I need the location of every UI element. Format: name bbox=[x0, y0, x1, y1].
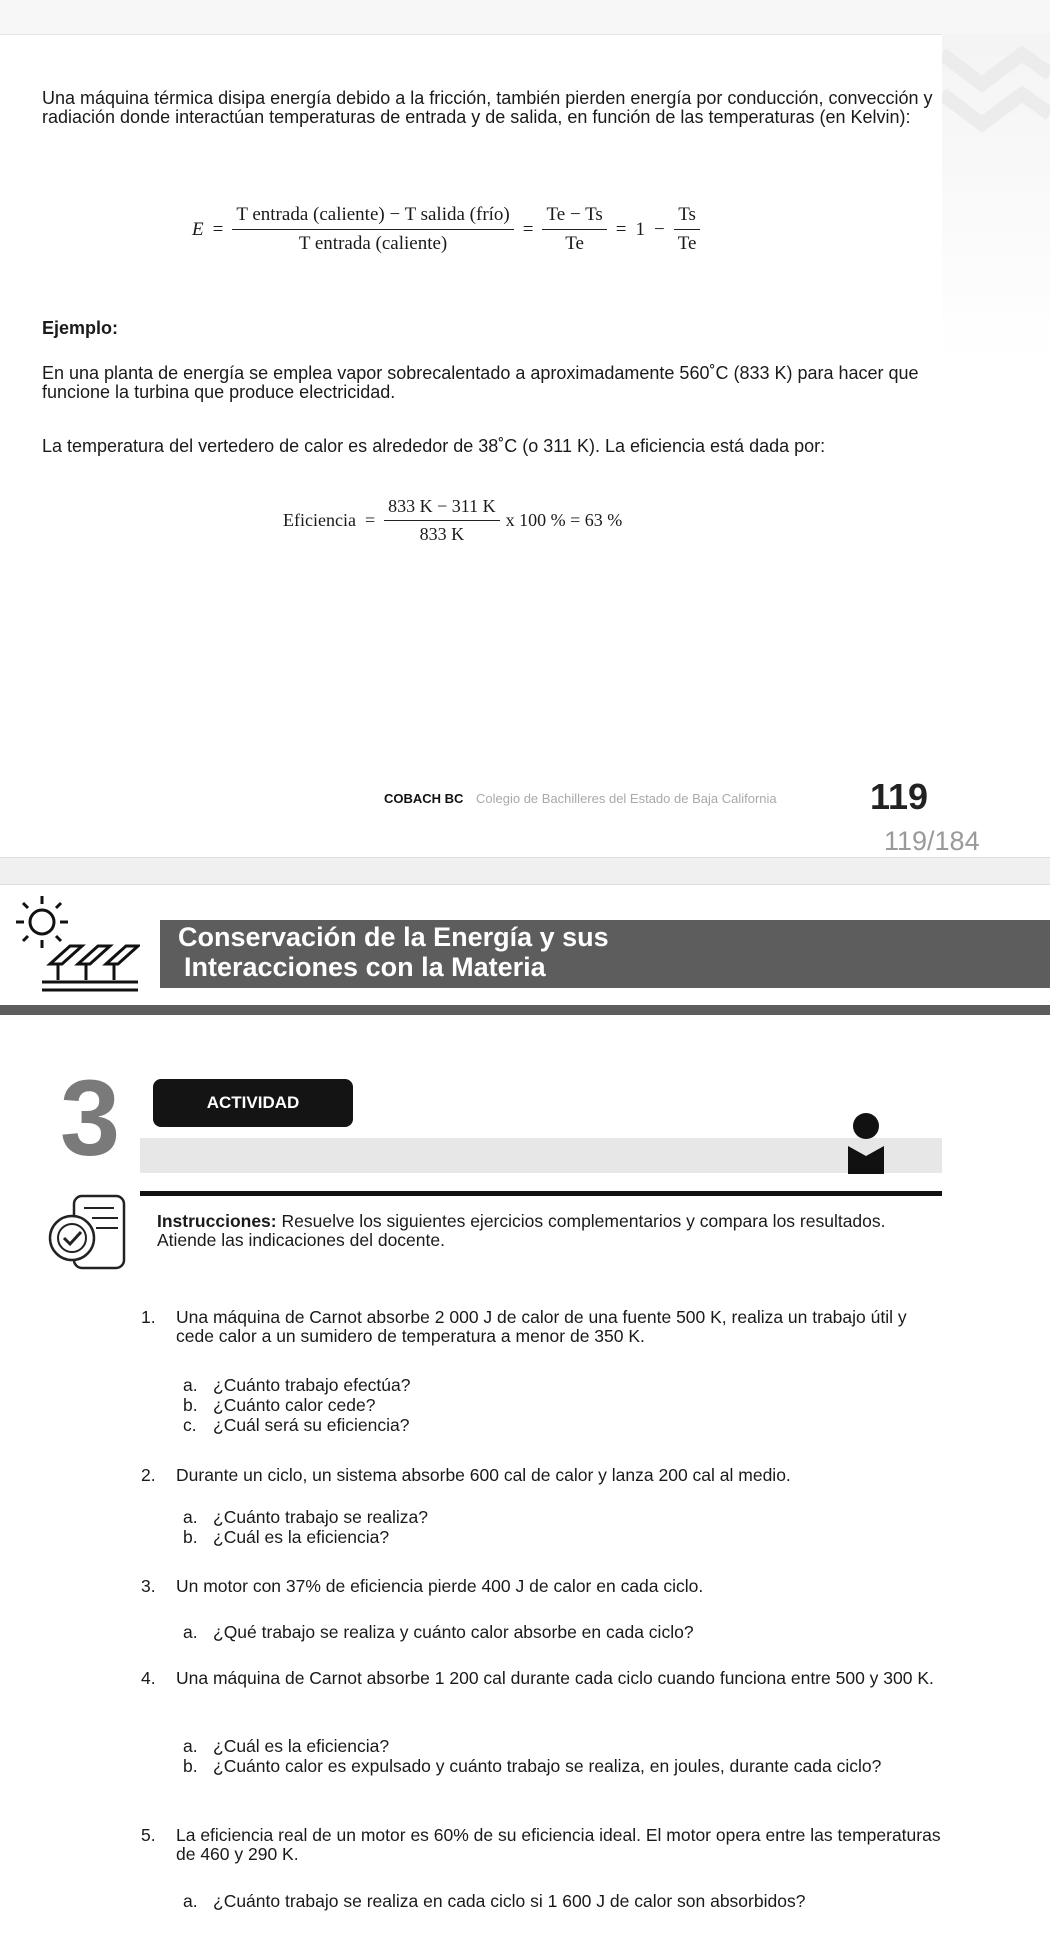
efficiency-example-formula bbox=[283, 496, 622, 545]
fraction-denominator: Te bbox=[677, 233, 697, 254]
exercise-number: 1. bbox=[141, 1307, 156, 1327]
efficiency-formula bbox=[192, 204, 700, 255]
fraction-general bbox=[232, 204, 513, 255]
exercise-subitem bbox=[183, 1507, 428, 1527]
subitem-letter: a. bbox=[183, 1375, 198, 1395]
subitem-letter: a. bbox=[183, 1736, 198, 1756]
fraction-ts-te bbox=[674, 204, 701, 255]
efficiency-result: x 100 % = 63 % bbox=[505, 510, 623, 530]
exercise-text: Durante un ciclo, un sistema absorbe 600 cal de calor y lanza 200 cal al medio. bbox=[176, 1465, 791, 1485]
exercise-subitem bbox=[183, 1395, 376, 1415]
subitem-letter: b. bbox=[183, 1756, 198, 1776]
equals-sign: = bbox=[212, 218, 224, 240]
activity-number: 3 bbox=[60, 1057, 121, 1178]
chapter-title-line-2: Interacciones con la Materia bbox=[184, 952, 546, 982]
equals-sign: = bbox=[522, 218, 534, 240]
subitem-text: ¿Cuál será su eficiencia? bbox=[213, 1415, 410, 1435]
minus-sign: − bbox=[653, 218, 665, 240]
fraction-denominator: Te bbox=[565, 233, 584, 254]
intro-paragraph: Una máquina térmica disipa energía debido a la fricción, también pierden energía por conducción, convección y radiación donde interactúan temperaturas de entrada y de salida, en función de las temperaturas (en Kelvin): bbox=[42, 88, 933, 127]
subitem-text: ¿Qué trabajo se realiza y cuánto calor absorbe en cada ciclo? bbox=[213, 1622, 694, 1642]
equals-sign: = bbox=[615, 218, 627, 240]
exercise-number: 4. bbox=[141, 1668, 156, 1688]
subitem-letter: b. bbox=[183, 1395, 198, 1415]
instructions-label: Instrucciones: bbox=[157, 1211, 277, 1231]
chapter-title-line-1: Conservación de la Energía y sus bbox=[178, 922, 609, 952]
fraction-numerator: T entrada (caliente) − T salida (frío) bbox=[232, 204, 513, 230]
fraction-numerator: 833 K − 311 K bbox=[384, 496, 499, 521]
exercise-item bbox=[141, 1825, 942, 1864]
equals-sign: = bbox=[364, 510, 376, 530]
exercise-text: Un motor con 37% de eficiencia pierde 400 J de calor en cada ciclo. bbox=[176, 1576, 704, 1596]
exercise-subitem bbox=[183, 1415, 410, 1435]
chevron-decoration-icon bbox=[942, 34, 1050, 144]
instructions-text: Resuelve los siguientes ejercicios complementarios y compara los resultados. Atiende las indicaciones del docente. bbox=[157, 1211, 886, 1250]
efficiency-fraction bbox=[384, 496, 499, 545]
formula-lhs: E bbox=[192, 218, 204, 240]
activity-label: ACTIVIDAD bbox=[153, 1079, 353, 1127]
exercise-text: Una máquina de Carnot absorbe 2 000 J de calor de una fuente 500 K, realiza un trabajo útil y cede calor a un sumidero de temperatura a menor de 350 K. bbox=[176, 1307, 907, 1346]
exercise-subitem bbox=[183, 1527, 390, 1547]
subitem-text: ¿Cuánto trabajo se realiza? bbox=[213, 1507, 428, 1527]
student-icon bbox=[844, 1112, 888, 1174]
subitem-text: ¿Cuánto trabajo efectúa? bbox=[213, 1375, 411, 1395]
subitem-letter: c. bbox=[183, 1415, 197, 1435]
page-counter: 119/184 bbox=[884, 826, 980, 856]
example-paragraph-1: En una planta de energía se emplea vapor sobrecalentado a aproximadamente 560˚C (833 K) para hacer que funcione la turbina que produce electricidad. bbox=[42, 363, 919, 402]
solar-panels-icon bbox=[40, 934, 140, 994]
exercise-subitem bbox=[183, 1891, 942, 1911]
exercise-subitem bbox=[183, 1622, 694, 1642]
exercise-subitem bbox=[183, 1736, 942, 1756]
exercise-number: 3. bbox=[141, 1576, 156, 1596]
instructions bbox=[157, 1212, 940, 1250]
example-heading: Ejemplo: bbox=[42, 318, 119, 338]
subitem-text: ¿Cuánto trabajo se realiza en cada ciclo si 1 600 J de calor son absorbidos? bbox=[213, 1891, 806, 1911]
page-number: 119 bbox=[870, 776, 929, 817]
subitem-text: ¿Cuánto calor cede? bbox=[213, 1395, 376, 1415]
section-separator bbox=[0, 1005, 1050, 1015]
footer-brand: COBACH BC bbox=[384, 791, 464, 806]
activity-rule bbox=[140, 1191, 942, 1196]
exercise-number: 2. bbox=[141, 1465, 156, 1485]
viewer-top-bar bbox=[0, 0, 1050, 35]
fraction-denominator: 833 K bbox=[419, 524, 465, 544]
fraction-te-ts bbox=[542, 204, 606, 255]
formula-one: 1 bbox=[635, 218, 645, 240]
fraction-numerator: Ts bbox=[674, 204, 700, 230]
exercise-text: Una máquina de Carnot absorbe 1 200 cal durante cada ciclo cuando funciona entre 500 y 300 K. bbox=[176, 1668, 934, 1688]
subitem-letter: a. bbox=[183, 1507, 198, 1527]
exercise-text: La eficiencia real de un motor es 60% de su eficiencia ideal. El motor opera entre las temperaturas de 460 y 290 K. bbox=[176, 1825, 941, 1864]
subitem-text: ¿Cuál es la eficiencia? bbox=[213, 1736, 390, 1756]
subitem-letter: b. bbox=[183, 1527, 198, 1547]
checklist-icon bbox=[44, 1188, 134, 1278]
subitem-text: ¿Cuál es la eficiencia? bbox=[213, 1527, 390, 1547]
exercise-item bbox=[141, 1307, 942, 1346]
exercise-subitem bbox=[183, 1756, 942, 1776]
exercise-item bbox=[141, 1668, 942, 1688]
fraction-numerator: Te − Ts bbox=[542, 204, 606, 230]
exercise-subitem bbox=[183, 1375, 411, 1395]
exercise-number: 5. bbox=[141, 1825, 156, 1845]
exercise-item bbox=[141, 1576, 942, 1596]
subitem-letter: a. bbox=[183, 1622, 198, 1642]
footer-college: Colegio de Bachilleres del Estado de Baja California bbox=[476, 791, 777, 806]
fraction-denominator: T entrada (caliente) bbox=[298, 233, 448, 254]
subitem-text: ¿Cuánto calor es expulsado y cuánto trabajo se realiza, en joules, durante cada ciclo? bbox=[213, 1756, 882, 1776]
efficiency-label: Eficiencia bbox=[283, 510, 356, 530]
subitem-letter: a. bbox=[183, 1891, 198, 1911]
activity-strip bbox=[140, 1138, 942, 1173]
page-break bbox=[0, 857, 1050, 885]
chapter-title bbox=[178, 922, 609, 982]
example-paragraph-2: La temperatura del vertedero de calor es alrededor de 38˚C (o 311 K). La eficiencia está dada por: bbox=[42, 436, 826, 456]
exercise-item bbox=[141, 1465, 942, 1485]
